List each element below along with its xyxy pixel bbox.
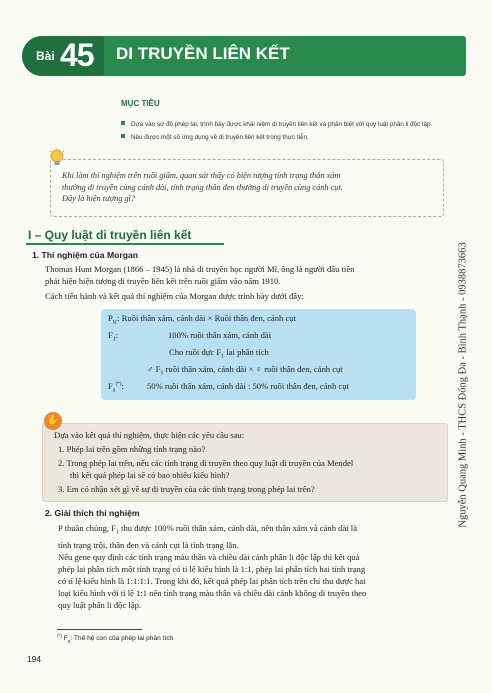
paragraph-line: phát hiện hiện tượng di truyền liên kết trên ruồi giấm vào năm 1910. — [45, 276, 281, 286]
bullet-square — [121, 121, 125, 125]
explanation-paragraph-2 — [58, 551, 458, 611]
experiment-testcross: ♂ $F_1$ ruồi thân xám, cánh dài × ♀ ruồi thân đen, cánh cụt — [147, 364, 343, 377]
experiment-f1: $F_1$: — [108, 330, 119, 343]
lesson-word: Bài — [36, 49, 55, 63]
goal-text: Nêu được một số ứng dụng về di truyền liên kết trong thực tiễn. — [131, 134, 309, 141]
footnote-rule — [57, 629, 142, 630]
experiment-fa-result: 50% ruồi thân xám, cánh dài : 50% ruồi thân đen, cánh cụt — [147, 381, 349, 391]
intro-question — [62, 170, 437, 205]
goal-item — [121, 121, 432, 128]
question-1: 1. Phép lai trên gồm những tính trạng nào? — [58, 444, 206, 454]
goals-heading: MỤC TIÊU — [121, 99, 160, 108]
questions-intro: Dựa vào kết quả thí nghiệm, thực hiện các yêu cầu sau: — [54, 430, 245, 440]
experiment-f1-result: 100% ruồi thân xám, cánh dài — [168, 330, 272, 340]
procedure-paragraph: Cách tiến hành và kết quả thí nghiệm của Morgan được trình bày dưới đây: — [45, 291, 304, 301]
subsection-title: 2. Giải thích thí nghiệm — [45, 508, 140, 518]
paragraph-line: phép lai phân tích một tính trạng có tỉ lệ kiểu hình là 1:1, phép lai phân tích hai tính trạng — [58, 564, 366, 574]
paragraph-line: Thomas Hunt Morgan (1866 – 1945) là nhà di truyền học người Mĩ, ông là người đầu tiên — [45, 264, 355, 274]
intro-line: thường di truyền cùng cánh dài, tính trạng thân đen thường di truyền cùng cánh cụt. — [62, 182, 343, 192]
page-number: 194 — [27, 654, 41, 664]
experiment-fa: $F_a^{(*)}$: — [108, 381, 124, 394]
paragraph-line: quy luật phân li độc lập. — [58, 600, 142, 610]
lesson-title: DI TRUYỀN LIÊN KẾT — [116, 44, 290, 63]
paragraph-line: loại kiểu hình với tỉ lệ 1:1 nên tính trạng màu thân và chiều dài cánh không di truyền theo — [58, 588, 367, 598]
intro-line: Khi làm thí nghiệm trên ruồi giấm, quan sát thấy có hiện tượng tính trạng thân xám — [62, 171, 341, 180]
morgan-paragraph — [45, 263, 465, 287]
experiment-ptc: $P_{tc}$: Ruồi thân xám, cánh dài × Ruồi thân đen, cánh cụt — [108, 313, 296, 326]
question-2: 2. Trong phép lai trên, nếu các tính trạng di truyền theo quy luật di truyền của Mendel — [58, 458, 354, 468]
side-attribution: Nguyễn Quang Minh - THCS Đống Đa - Bình Thạnh - 0938873663 — [457, 242, 469, 528]
lightbulb-icon — [48, 148, 66, 170]
lesson-number: 45 — [60, 37, 94, 73]
lesson-badge — [22, 36, 104, 76]
subsection-title: 1. Thí nghiệm của Morgan — [32, 250, 138, 260]
goal-item — [121, 134, 309, 141]
question-3: 3. Em có nhận xét gì về sự di truyền của các tính trạng trong phép lai trên? — [58, 484, 315, 494]
bullet-square — [121, 134, 125, 138]
paragraph-line: tính trạng trội, thân đen và cánh cụt là tính trạng lặn. — [58, 539, 239, 550]
hand-icon: ✋ — [44, 412, 62, 430]
paragraph-line: P thuần chủng, $F_1$ thu được 100% ruồi thân xám, cánh dài, nên thân xám và cánh dài là — [58, 523, 358, 536]
paragraph-line: có tỉ lệ kiểu hình là 1:1:1:1. Trong khi đó, kết quả phép lai phân tích trên chỉ thu được hai — [58, 576, 366, 586]
section-underline — [26, 243, 224, 245]
intro-line: Đây là hiện tượng gì? — [62, 194, 136, 203]
section-title: I – Quy luật di truyền liên kết — [28, 228, 192, 242]
explanation-paragraph-1 — [58, 522, 458, 551]
footnote: (*) $F_a$: Thế hệ con của phép lai phân tích — [57, 633, 174, 644]
goal-text: Dựa vào sơ đồ phép lai, trình bày được khái niệm di truyền liên kết và phân biệt với quy luật phân li độc lập. — [131, 121, 433, 128]
experiment-cross-note: Cho ruồi đực $F_1$ lai phân tích — [169, 347, 269, 360]
paragraph-line: Nếu gene quy định các tính trạng màu thân và chiều dài cánh phân li độc lập thì kết quả — [58, 552, 360, 562]
question-2-cont: thì kết quả phép lai sẽ có bao nhiêu kiểu hình? — [70, 470, 230, 480]
